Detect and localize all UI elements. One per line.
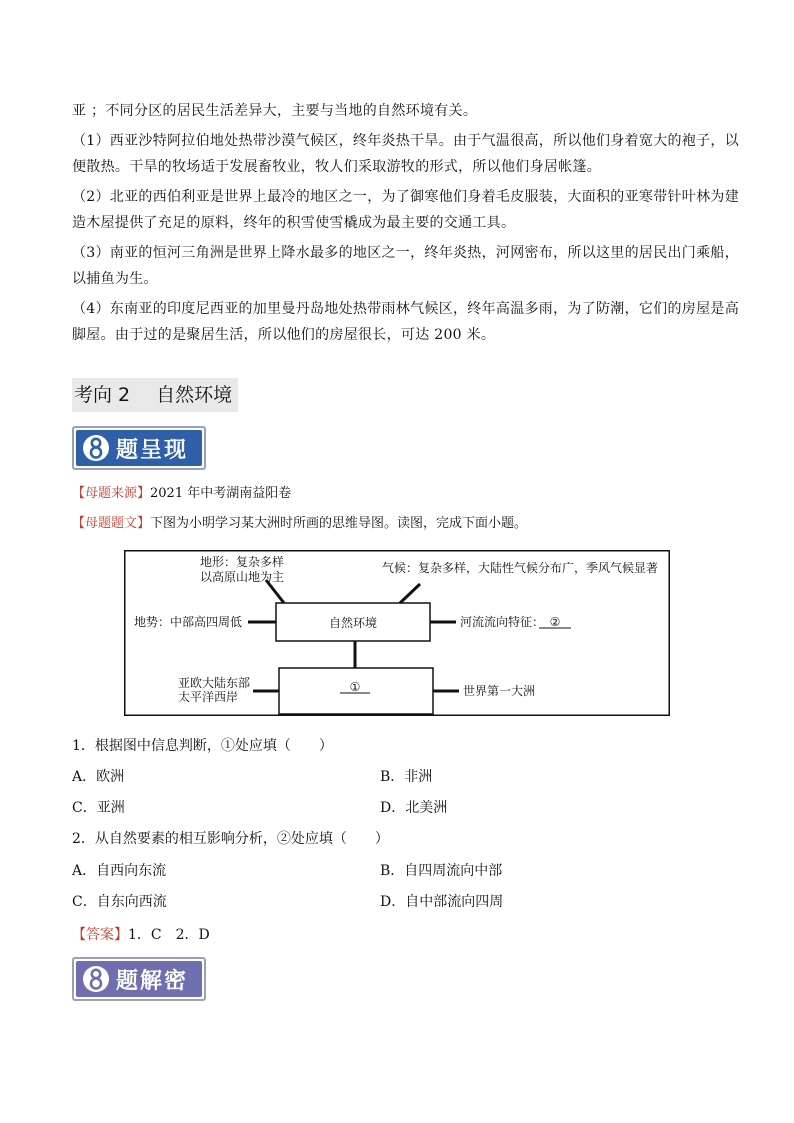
q1-option-d: D．北美洲 xyxy=(380,800,448,816)
river-label: 河流流向特征： xyxy=(460,615,545,629)
intro-line: （1）西亚沙特阿拉伯地处热带沙漠气候区，终年炎热干旱。由于气温很高，所以他们身着宽大的袍子，以 xyxy=(72,133,740,149)
intro-paragraph xyxy=(72,98,740,348)
answer-text: 1．C 2．D xyxy=(128,927,210,943)
question-present-badge xyxy=(72,426,206,470)
intro-line: （3）南亚的恒河三角洲是世界上降水最多的地区之一，终年炎热，河网密布，所以这里的居民出门乘船， xyxy=(72,245,740,261)
question-text: 下图为小明学习某大洲时所画的思维导图。读图，完成下面小题。 xyxy=(150,516,528,531)
q2-option-a: A．自西向东流 xyxy=(72,863,167,879)
badge-label: 题解密 xyxy=(116,968,189,994)
intro-line: （2）北亚的西伯利亚是世界上最冷的地区之一，为了御寒他们身着毛皮服装，大面积的亚寒带针叶林为建 xyxy=(72,189,740,205)
source-text: 2021 年中考湖南益阳卷 xyxy=(150,486,292,501)
question-1-stem: 1．根据图中信息判断，①处应填（ ） xyxy=(72,738,333,754)
q2-option-d: D．自中部流向四周 xyxy=(380,894,504,910)
intro-line: （4）东南亚的印度尼西亚的加里曼丹岛地处热带雨林气候区，终年高温多雨，为了防潮，它们的房屋是高 xyxy=(72,301,740,317)
answer-line xyxy=(72,924,210,944)
blank2-mark: ② xyxy=(549,615,561,629)
center-label: 自然环境 xyxy=(328,616,378,630)
answer-tag: 【答案】 xyxy=(72,927,128,943)
intro-line: 亚 ；不同分区的居民生活差异大，主要与当地的自然环境有关。 xyxy=(72,103,478,119)
blank1-mark: ① xyxy=(349,680,361,694)
location-label-2: 太平洋西岸 xyxy=(178,690,239,704)
location-label-1: 亚欧大陆东部 xyxy=(178,676,251,690)
intro-line: 脚屋。由于过的是聚居生活，所以他们的房屋很长，可达 200 米。 xyxy=(72,327,496,343)
loop-8-icon xyxy=(76,430,116,466)
question-2-stem: 2．从自然要素的相互影响分析，②处应填（ ） xyxy=(72,831,389,847)
question-text-tag: 【母题题文】 xyxy=(72,516,151,531)
source-tag: 【母题来源】 xyxy=(72,486,151,501)
section-prefix: 考向 2 xyxy=(74,384,131,406)
q1-option-c: C．亚洲 xyxy=(72,800,125,816)
section-title: 自然环境 xyxy=(156,384,233,406)
slope-label: 地势：中部高四周低 xyxy=(134,615,243,629)
climate-label: 气候：复杂多样，大陆性气候分布广，季风气候显著 xyxy=(382,561,659,575)
intro-line: 以捕鱼为生。 xyxy=(72,271,158,287)
q2-option-c: C．自东向西流 xyxy=(72,894,167,910)
q1-option-b: B．非洲 xyxy=(380,769,433,785)
mind-map-diagram xyxy=(124,550,670,716)
badge-label: 题呈现 xyxy=(116,437,189,463)
terrain-label-2: 以高原山地为主 xyxy=(200,570,285,584)
section-heading xyxy=(72,378,238,412)
loop-8-icon xyxy=(76,961,116,997)
intro-line: 造木屋提供了充足的原料，终年的积雪使雪橇成为最主要的交通工具。 xyxy=(72,215,516,231)
question-explain-badge xyxy=(72,957,206,1001)
q1-option-a: A．欧洲 xyxy=(72,769,125,785)
question-text-line xyxy=(72,514,527,534)
source-line xyxy=(72,484,291,504)
intro-line: 便散热。干旱的牧场适于发展畜牧业，牧人们采取游牧的形式，所以他们身居帐篷。 xyxy=(72,159,602,175)
terrain-label-1: 地形：复杂多样 xyxy=(200,555,285,569)
q2-option-b: B．自四周流向中部 xyxy=(380,863,503,879)
largest-label: 世界第一大洲 xyxy=(463,684,536,698)
